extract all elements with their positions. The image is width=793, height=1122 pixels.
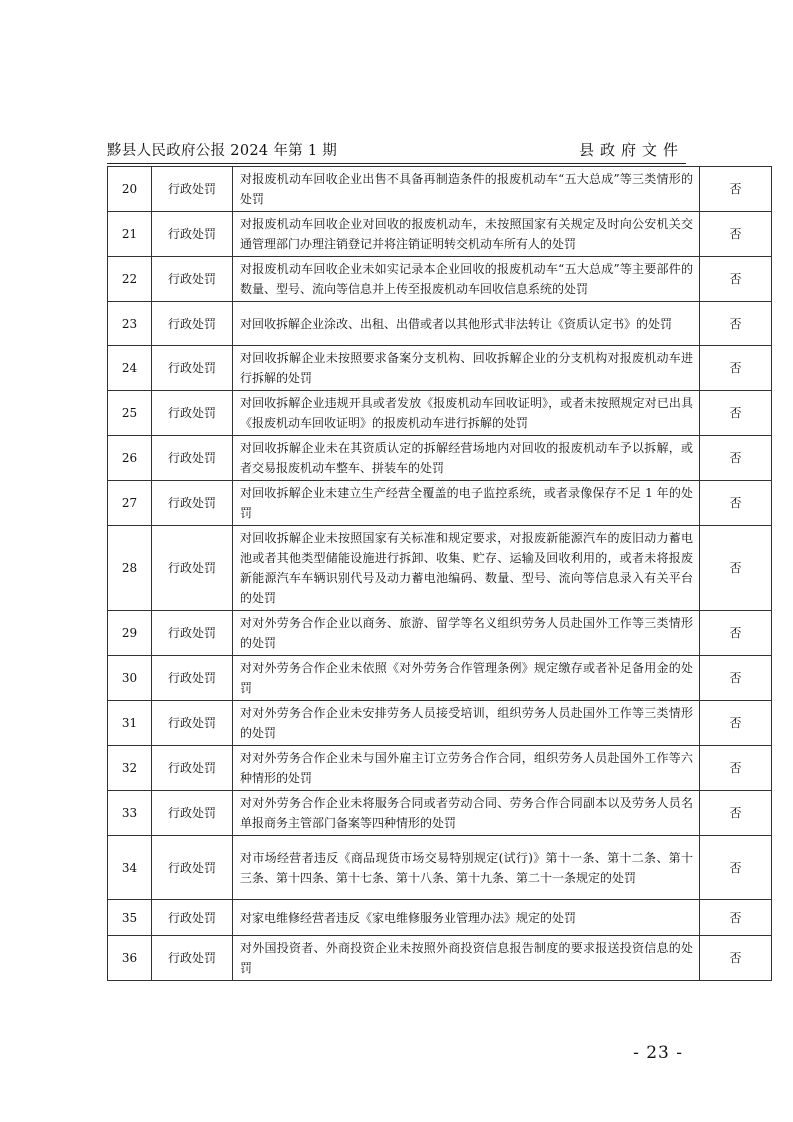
row-number: 35 — [108, 900, 152, 936]
penalty-description: 对对外劳务合作企业未与国外雇主订立劳务合作合同，组织劳务人员赴国外工作等六种情形的处罚 — [233, 746, 700, 791]
penalty-type: 行政处罚 — [152, 746, 233, 791]
penalty-description: 对对外劳务合作企业以商务、旅游、留学等名义组织劳务人员赴国外工作等三类情形的处罚 — [233, 611, 700, 656]
penalty-description: 对回收拆解企业未按照国家有关标准和规定要求，对报废新能源汽车的废旧动力蓄电池或者其他类型储能设施进行拆卸、收集、贮存、运输及回收利用的，或者未将报废新能源汽车车辆识别代号及动力蓄电池编码、数量、型号、流向等信息录入有关平台的处罚 — [233, 526, 700, 611]
table-row — [108, 656, 772, 701]
row-number: 25 — [108, 391, 152, 436]
flag-value: 否 — [700, 701, 772, 746]
penalty-description: 对回收拆解企业未建立生产经营全覆盖的电子监控系统，或者录像保存不足 1 年的处罚 — [233, 481, 700, 526]
flag-value: 否 — [700, 656, 772, 701]
flag-value: 否 — [700, 257, 772, 302]
row-number: 22 — [108, 257, 152, 302]
penalty-description: 对报废机动车回收企业对回收的报废机动车，未按照国家有关规定及时向公安机关交通管理部门办理注销登记并将注销证明转交机动车所有人的处罚 — [233, 212, 700, 257]
row-number: 28 — [108, 526, 152, 611]
table-row — [108, 526, 772, 611]
row-number: 30 — [108, 656, 152, 701]
table-row — [108, 346, 772, 391]
flag-value: 否 — [700, 212, 772, 257]
penalty-description: 对报废机动车回收企业未如实记录本企业回收的报废机动车“五大总成”等主要部件的数量、型号、流向等信息并上传至报废机动车回收信息系统的处罚 — [233, 257, 700, 302]
row-number: 36 — [108, 936, 152, 981]
flag-value: 否 — [700, 302, 772, 346]
penalty-description: 对对外劳务合作企业未依照《对外劳务合作管理条例》规定缴存或者补足备用金的处罚 — [233, 656, 700, 701]
penalty-type: 行政处罚 — [152, 257, 233, 302]
row-number: 21 — [108, 212, 152, 257]
table-row — [108, 791, 772, 836]
flag-value: 否 — [700, 167, 772, 212]
flag-value: 否 — [700, 391, 772, 436]
flag-value: 否 — [700, 611, 772, 656]
penalty-type: 行政处罚 — [152, 656, 233, 701]
table-row — [108, 900, 772, 936]
table-row — [108, 212, 772, 257]
penalty-description: 对外国投资者、外商投资企业未按照外商投资信息报告制度的要求报送投资信息的处罚 — [233, 936, 700, 981]
row-number: 33 — [108, 791, 152, 836]
page-number: - 23 - — [633, 1043, 683, 1063]
section-title: 县政府文件 — [578, 141, 684, 159]
penalty-description: 对报废机动车回收企业出售不具备再制造条件的报废机动车“五大总成”等三类情形的处罚 — [233, 167, 700, 212]
table-row — [108, 936, 772, 981]
table-row — [108, 257, 772, 302]
penalty-description: 对对外劳务合作企业未安排劳务人员接受培训，组织劳务人员赴国外工作等三类情形的处罚 — [233, 701, 700, 746]
bulletin-title: 黟县人民政府公报 2024 年第 1 期 — [107, 143, 338, 159]
row-number: 29 — [108, 611, 152, 656]
penalty-type: 行政处罚 — [152, 391, 233, 436]
table-row — [108, 746, 772, 791]
penalty-description: 对回收拆解企业涂改、出租、出借或者以其他形式非法转让《资质认定书》的处罚 — [233, 302, 700, 346]
row-number: 31 — [108, 701, 152, 746]
penalty-table — [107, 166, 772, 981]
penalty-type: 行政处罚 — [152, 436, 233, 481]
row-number: 20 — [108, 167, 152, 212]
row-number: 26 — [108, 436, 152, 481]
flag-value: 否 — [700, 791, 772, 836]
flag-value: 否 — [700, 526, 772, 611]
flag-value: 否 — [700, 746, 772, 791]
penalty-type: 行政处罚 — [152, 302, 233, 346]
flag-value: 否 — [700, 936, 772, 981]
table-row — [108, 167, 772, 212]
penalty-type: 行政处罚 — [152, 481, 233, 526]
row-number: 27 — [108, 481, 152, 526]
penalty-description: 对回收拆解企业违规开具或者发放《报废机动车回收证明》，或者未按照规定对已出具《报废机动车回收证明》的报废机动车进行拆解的处罚 — [233, 391, 700, 436]
table-row — [108, 836, 772, 900]
penalty-type: 行政处罚 — [152, 167, 233, 212]
table-row — [108, 611, 772, 656]
table-row — [108, 701, 772, 746]
flag-value: 否 — [700, 900, 772, 936]
penalty-description: 对对外劳务合作企业未将服务合同或者劳动合同、劳务合作合同副本以及劳务人员名单报商务主管部门备案等四种情形的处罚 — [233, 791, 700, 836]
penalty-type: 行政处罚 — [152, 346, 233, 391]
table-row — [108, 481, 772, 526]
penalty-description: 对市场经营者违反《商品现货市场交易特别规定(试行)》第十一条、第十二条、第十三条、第十四条、第十七条、第十八条、第十九条、第二十一条规定的处罚 — [233, 836, 700, 900]
row-number: 24 — [108, 346, 152, 391]
penalty-type: 行政处罚 — [152, 526, 233, 611]
table-row — [108, 302, 772, 346]
penalty-type: 行政处罚 — [152, 836, 233, 900]
penalty-type: 行政处罚 — [152, 936, 233, 981]
penalty-type: 行政处罚 — [152, 791, 233, 836]
row-number: 23 — [108, 302, 152, 346]
flag-value: 否 — [700, 481, 772, 526]
flag-value: 否 — [700, 346, 772, 391]
row-number: 32 — [108, 746, 152, 791]
penalty-type: 行政处罚 — [152, 701, 233, 746]
table-row — [108, 436, 772, 481]
penalty-description: 对回收拆解企业未按照要求备案分支机构、回收拆解企业的分支机构对报废机动车进行拆解的处罚 — [233, 346, 700, 391]
row-number: 34 — [108, 836, 152, 900]
penalty-description: 对家电维修经营者违反《家电维修服务业管理办法》规定的处罚 — [233, 900, 700, 936]
penalty-type: 行政处罚 — [152, 212, 233, 257]
table-row — [108, 391, 772, 436]
flag-value: 否 — [700, 836, 772, 900]
penalty-description: 对回收拆解企业未在其资质认定的拆解经营场地内对回收的报废机动车予以拆解，或者交易报废机动车整车、拼装车的处罚 — [233, 436, 700, 481]
page-header — [107, 139, 686, 164]
penalty-type: 行政处罚 — [152, 611, 233, 656]
penalty-type: 行政处罚 — [152, 900, 233, 936]
flag-value: 否 — [700, 436, 772, 481]
